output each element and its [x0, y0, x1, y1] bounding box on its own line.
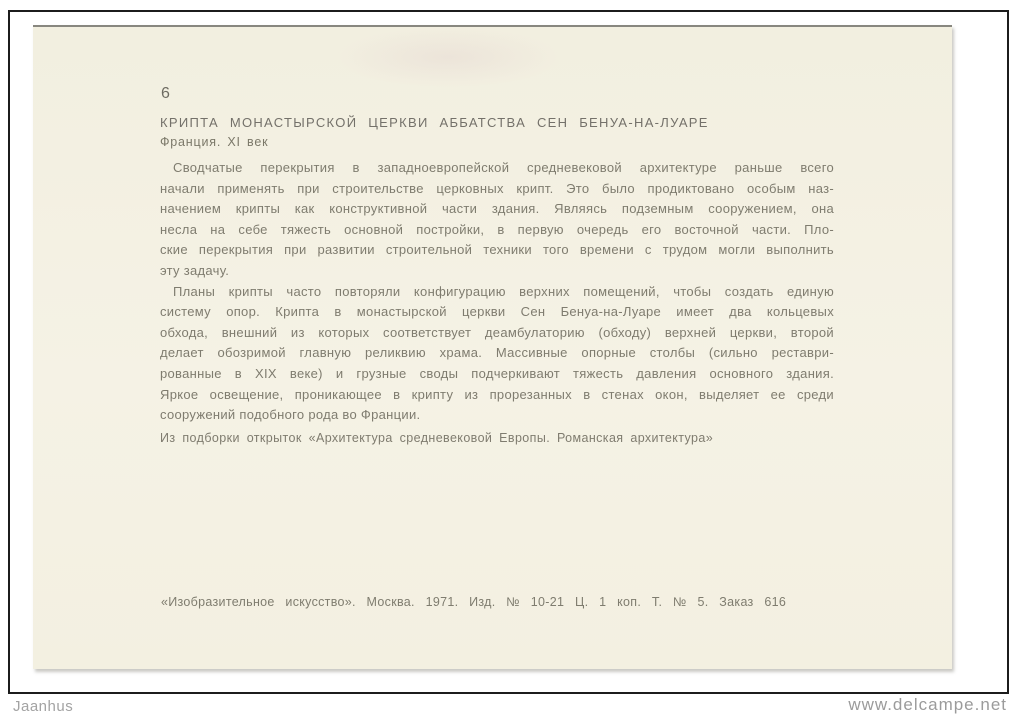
text-line: ские перекрытия при развитии строительной техники того времени с трудом могли выполнить	[160, 242, 834, 258]
scan-border	[8, 10, 1009, 694]
postcard-title: КРИПТА МОНАСТЫРСКОЙ ЦЕРКВИ АББАТСТВА СЕН БЕНУА-НА-ЛУАРЕ	[160, 115, 709, 130]
postcard-body	[160, 158, 834, 426]
text-line: обхода, внешний из которых соответствует деамбулаторию (обходу) верхней церкви, второй	[160, 324, 834, 340]
text-line: делает обозримой главную реликвию храма. Массивные опорные столбы (сильно реставри-	[160, 345, 834, 361]
text-line: Планы крипты часто повторяли конфигурацию верхних помещений, чтобы создать единую	[173, 283, 834, 299]
postcard-subtitle: Франция. XI век	[160, 135, 269, 149]
watermark-seller: Jaanhus	[13, 698, 74, 715]
paragraph-2	[160, 282, 834, 426]
text-line: Яркое освещение, проникающее в крипту из прорезанных в стенах окон, выделяет ее среди	[160, 386, 834, 402]
text-line: Сводчатые перекрытия в западноевропейской средневековой архитектуре раньше всего	[173, 160, 834, 175]
text-line: сооружений подобного рода во Франции.	[160, 407, 421, 423]
text-line: систему опор. Крипта в монастырской церкви Сен Бенуа-на-Луаре имеет два кольцевых	[160, 304, 834, 320]
scan-artifact	[333, 27, 563, 87]
paragraph-1	[160, 158, 834, 282]
text-line: начали применять при строительстве церковных крипт. Это было продиктовано особым наз-	[160, 180, 834, 196]
postcard	[33, 25, 952, 669]
text-line: несла на себе тяжесть основной постройки, в первую очередь его восточной части. Пло-	[160, 221, 834, 237]
postcard-number: 6	[161, 85, 171, 102]
series-note: Из подборки открыток «Архитектура средневековой Европы. Романская архитектура»	[160, 431, 714, 445]
text-line: эту задачу.	[160, 262, 230, 278]
text-line: рованные в XIX веке) и грузные своды подчеркивают тяжесть давления основного здания.	[160, 365, 834, 381]
imprint-line: «Изобразительное искусство». Москва. 1971. Изд. № 10-21 Ц. 1 коп. Т. № 5. Заказ 616	[161, 595, 787, 609]
watermark-site: www.delcampe.net	[848, 695, 1007, 714]
text-line: начением крипты как конструктивной части здания. Являясь подземным сооружением, она	[160, 201, 834, 217]
